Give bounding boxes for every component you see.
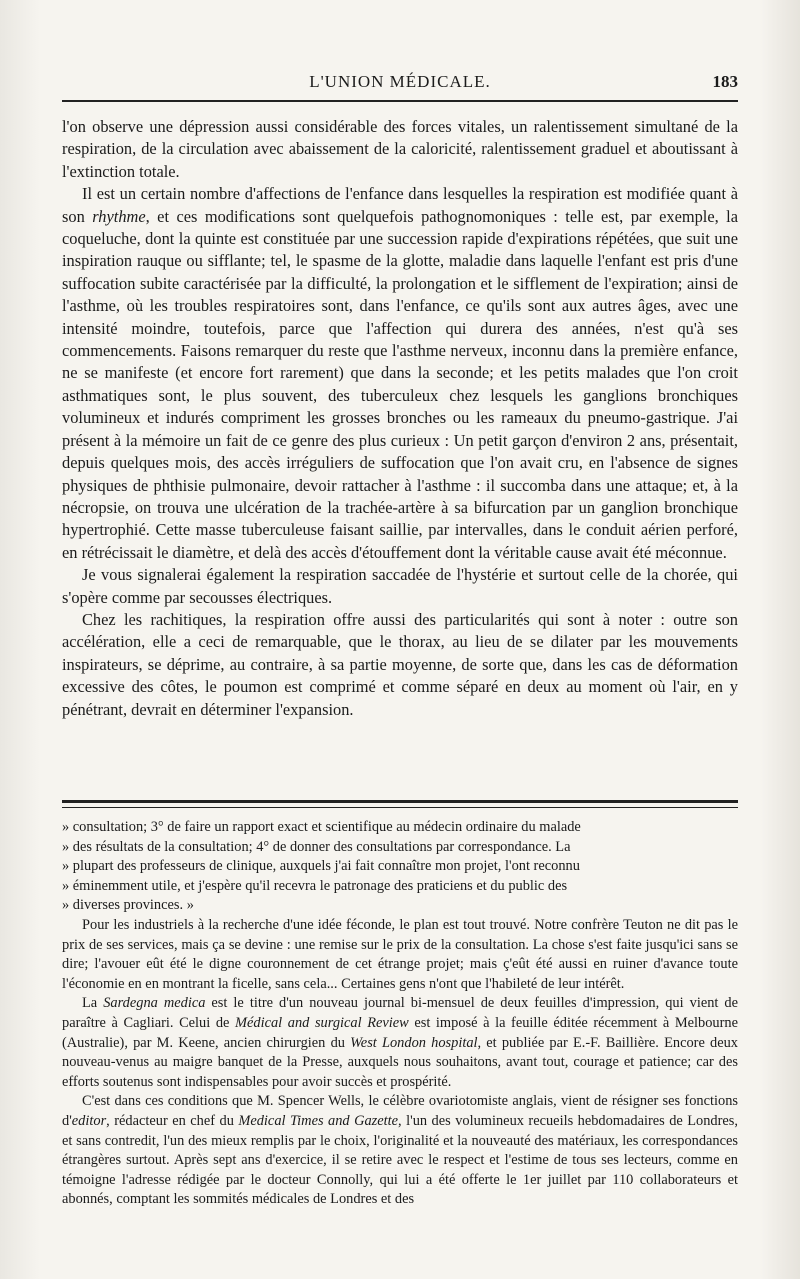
emphasis-text: editor [71,1112,107,1129]
emphasis-text: Medical Times and Gazette [238,1112,399,1129]
paragraph-text: est imposé à la feuille éditée récemment à Melbourne (Australie), par M. Keene, ancien chirurgien du [62,1014,739,1051]
paragraph-text: Il est un certain nombre d'affections de l'enfance dans lesquelles la respiration est modifiée quant à son [62,184,738,226]
paragraph [62,564,738,609]
paragraph [62,116,738,183]
emphasis-text: Médical and surgical Review [235,1014,409,1031]
paragraph [62,994,738,1092]
journal-title: L'UNION MÉDICALE. [309,72,491,91]
paragraph [62,916,738,994]
paragraph-text: La [82,995,104,1012]
quote-line: » des résultats de la consultation; 4° de donner des consultations par correspondance. La [62,838,571,855]
header-rule [62,100,738,102]
main-article [62,116,738,721]
paragraph-text: , l'un des volumineux recueils hebdomadaires de Londres, et sans contredit, l'un des mieux remplis par le choix, l'originalité et la nouveauté des matériaux, les correspondances étrangères surtout. Après sept ans d'exercice, il se retire avec le respect et l'estime de tous ses lecteurs, comme en témoigne l'adresse rédigée par le docteur Connolly, qui lui a été offerte le 1er juillet par 110 collaborateurs et abonnés, comptant les sommités médicales de Londres et des [62,1112,739,1208]
paragraph-text: l'on observe une dépression aussi considérable des forces vitales, un ralentissement simultané de la respiration, de la circulation avec abaissement de la caloricité, ralentissement graduel et aboutissant à l'extinction totale. [62,117,738,181]
paragraph [62,1092,738,1210]
paragraph-text: Chez les rachitiques, la respiration offre aussi des particularités qui sont à noter : outre son accélération, elle a ceci de remarquable, que le thorax, au lieu de se dilater par les mouvements inspirateurs, se déprime, au contraire, à sa partie moyenne, de sorte que, dans les cas de déformation excessive des côtes, le poumon est comprimé et comme séparé en deux au moment où l'air, en y pénétrant, devrait en déterminer l'expansion. [62,609,738,719]
paragraph-text: C'est dans ces conditions que M. Spencer Wells, le célèbre ovariotomiste anglais, vient de résigner ses fonctions d' [62,1093,738,1129]
quote-line: » éminemment utile, et j'espère qu'il recevra le patronage des praticiens et du public des [62,877,568,894]
running-header [62,72,738,98]
quote-line: » consultation; 3° de faire un rapport exact et scientifique au médecin ordinaire du malade [62,819,581,835]
quote-line: » plupart des professeurs de clinique, auxquels j'ai fait connaître mon projet, l'ont reconnu [62,858,580,875]
paragraph-text: , et publiée par E.-F. Baillière. Encore deux nouveau-venus au maigre banquet de la Presse, auxquels nous souhaitons, avant tout, courage et patience; car des efforts soutenus sont indispensables pour avoir succès et prospérité. [62,1034,738,1090]
paragraph-text: , rédacteur en chef du [106,1112,239,1129]
paragraph-text: Je vous signalerai également la respiration saccadée de l'hystérie et surtout celle de la chorée, qui s'opère comme par secousses électriques. [62,565,738,607]
page-number: 183 [712,72,738,91]
emphasis-text: rhythme [92,206,146,226]
feuilleton [62,818,738,1210]
paragraph [62,609,738,721]
quote-line: » diverses provinces. » [62,897,194,914]
emphasis-text: West London hospital [350,1034,478,1051]
section-divider [62,800,738,808]
paragraph-text: est le titre d'un nouveau journal bi-mensuel de deux feuilles d'impression, qui vient de paraître à Cagliari. Celui de [62,995,739,1031]
paragraph-text: Pour les industriels à la recherche d'une idée féconde, le plan est tout trouvé. Notre confrère Teuton ne dit pas le prix de ses services, mais ça se devine : une remise sur le prix de la consultation. La chose s'est faite jusqu'ici sans se dire; l'avouer eût été le digne couronnement de cet étrange projet; mais ç'eût été aussi en ruiner d'avance toute l'économie en en montrant la ficelle, sans cela... Certaines gens n'ont que l'habileté de leur intérêt. [62,916,738,992]
emphasis-text: Sardegna medica [103,995,206,1012]
paragraph [62,183,738,564]
paragraph-text: , et ces modifications sont quelquefois pathognomoniques : telle est, par exemple, la coqueluche, dont la quinte est constituée par une succession rapide d'expirations répétées, que suit une inspiration rauque ou sifflante; tel, le spasme de la glotte, maladie dans laquelle l'enfant est pris d'une suffocation subite caractérisée par la difficulté, la prolongation et le sifflement de l'expiration; ainsi de l'asthme, où les troubles respiratoires sont, dans l'enfance, ce qu'ils sont aux autres âges, avec une intensité moindre, toutefois, parce que l'affection qui durera des années, n'est qu'à ses commencements. Faisons remarquer du reste que l'asthme nerveux, inconnu dans la première enfance, ne se manifeste (et encore fort rarement) que dans la seconde; et les petits malades que l'on croit asthmatiques sont, le plus souvent, des tuberculeux chez lesquels les ganglions bronchiques volumineux et indurés compriment les grosses bronches ou les rameaux du pneumo-gastrique. J'ai présent à la mémoire un fait de ce genre des plus curieux : Un petit garçon d'environ 2 ans, présentait, depuis quelques mois, des accès irréguliers de suffocation que l'on avait cru, en l'absence de signes physiques de phthisie pulmonaire, devoir rattacher à l'asthme : il succomba dans une attaque; et, à la nécropsie, on trouva une ulcération de la trachée-artère à sa bifurcation par un ganglion bronchique hypertrophié. Cette masse tuberculeuse faisant saillie, par intervalles, dans le conduit aérien perforé, en rétrécissait le diamètre, et delà des accès d'étouffement dont la véritable cause avait été méconnue. [62,206,738,562]
